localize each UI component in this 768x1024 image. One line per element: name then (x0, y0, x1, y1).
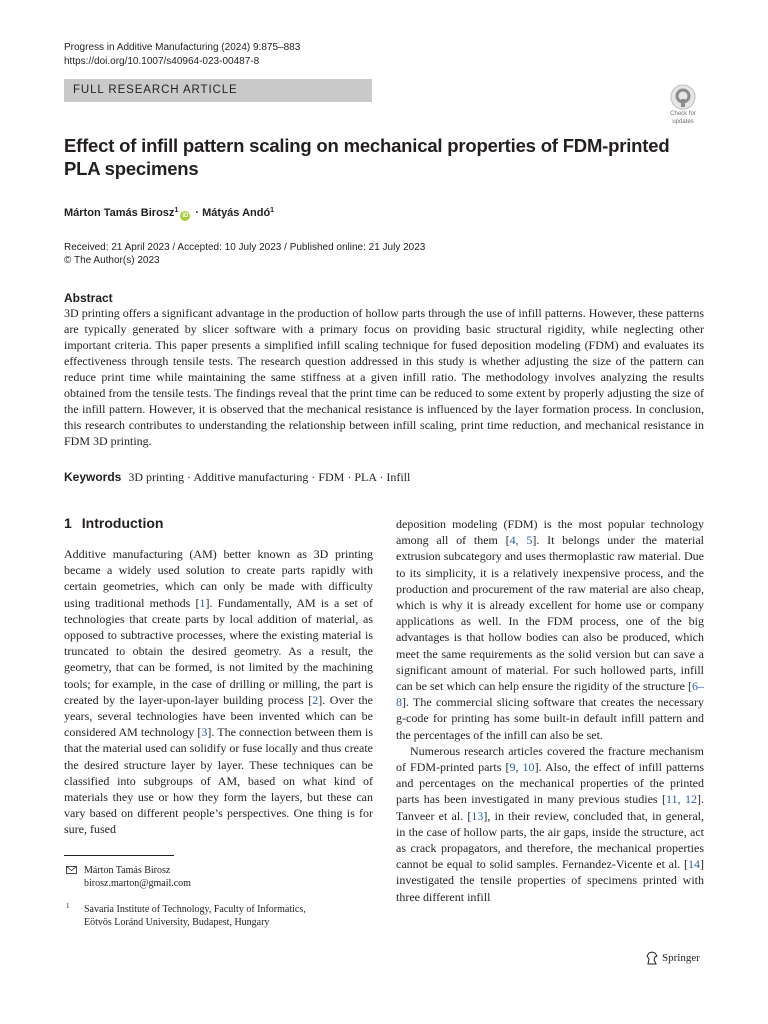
text-run: ]. Tanveer et al. [ (396, 792, 704, 823)
citation-link[interactable]: 1 (199, 595, 206, 610)
article-title (64, 134, 704, 180)
abstract-heading: Abstract (64, 291, 113, 305)
text-run: deposition modeling (FDM) is the most popular technology among all of them [ (396, 517, 704, 548)
title-line-1: Effect of infill pattern scaling on mechanical properties of FDM-printed (64, 135, 670, 156)
citation-link[interactable]: 4, 5 (509, 533, 533, 548)
envelope-icon (66, 866, 77, 874)
citation-link[interactable]: 3 (201, 725, 208, 740)
keywords (64, 469, 410, 485)
author-list (64, 204, 274, 221)
affiliation-line-2: Eötvös Loránd University, Budapest, Hungary (84, 917, 270, 928)
corresponding-author (84, 864, 191, 890)
abstract-text: 3D printing offers a significant advantage in the production of hollow parts through the use of infill patterns. However, these patterns are typically generated by slicer software with a primary focus on providing basic structural rigidity, while neglecting other important criteria. This paper presents a simplified infill scaling technique for fused deposition modeling (FDM) and evaluates its effectiveness through tensile tests. The research question addressed in this study is whether adjusting the size of the pattern can reduce print time while maintaining the same stiffness at a given infill ratio. The methodology involves analyzing the results obtained from the tensile tests. The findings reveal that the print time can be reduced to some extent by properly adjusting the size of the infill pattern. However, it is observed that the mechanical resistance is influenced by the layer formation process. In conclusion, this research contributes to understanding the relationship between infill scaling, print time reduction, and mechanical resistance in FDM 3D printing. (64, 306, 704, 448)
journal-citation: Progress in Additive Manufacturing (2024) 9:875–883 (64, 42, 301, 53)
dates-line: Received: 21 April 2023 / Accepted: 10 July 2023 / Published online: 21 July 2023 (64, 242, 426, 253)
citation-link[interactable]: 6–8 (396, 679, 704, 710)
text-run: ]. The connection between them is that the material used can solidify or fuse locally and thus create the desired structure layer by layer. These techniques can be classified into subgroups of AM, based on what kind of materials they use or how they form the layers, but these can vary based on different people’s perspectives. One thing is for sure, fused (64, 725, 374, 837)
affiliation (84, 903, 306, 929)
text-run: Additive manufacturing (AM) better known as 3D printing became a widely used solution to create parts rapidly with certain geometries, which can only be made with difficulty using traditional methods [ (64, 547, 373, 610)
citation-link[interactable]: 9, 10 (509, 760, 535, 775)
right-column (396, 516, 704, 905)
section-heading (64, 515, 163, 531)
citation-link[interactable]: 2 (312, 692, 319, 707)
author-2[interactable]: Mátyás Andó (202, 207, 271, 219)
author-1[interactable]: Márton Tamás Birosz (64, 207, 175, 219)
copyright-line: © The Author(s) 2023 (64, 255, 160, 266)
text-run: ] investigated the tensile properties of specimens printed with three different infill (396, 857, 704, 904)
orcid-icon[interactable]: iD (182, 213, 189, 219)
text-run: ]. It belongs under the material extrusion subcategory and uses thermoplastic raw material. Due to its simplicity, it is a relatively inexpensive process, and the production and procurement of the raw material are also cheap, which is why it is already excellent for home use or company applications as well. In the FDM process, one of the big advantages is that hollow bodies can also be produced, which meet the same requirements as the solid version but can save a significant amount of material. For such hollowed parts, infill can be set which can help ensure the rigidity of the structure [ (396, 533, 705, 694)
paragraph (396, 516, 704, 743)
paragraph (64, 546, 373, 838)
text-run: Numerous research articles covered the fracture mechanism of FDM-printed parts [ (396, 743, 704, 775)
springer-logo (646, 950, 700, 966)
citation-link[interactable]: 14 (688, 857, 700, 872)
text-run: ]. The commercial slicing software that creates the necessary g-code for printing has some built-in default infill pattern and the percentages of the infill can also be set. (396, 695, 704, 742)
publication-dates (64, 241, 425, 267)
doi-link[interactable]: https://doi.org/10.1007/s40964-023-00487-8 (64, 56, 260, 67)
paragraph (396, 743, 704, 905)
left-column (64, 546, 373, 838)
check-badge-line2: updates (672, 118, 694, 125)
springer-horse-icon (646, 951, 658, 965)
section-number: 1 (64, 515, 72, 531)
publisher-name: Springer (662, 952, 700, 964)
text-run: ]. Over the years, several technologies have been invented which can be considered AM technology [ (64, 692, 373, 740)
affiliation-line-1: Savaria Institute of Technology, Faculty of Informatics, (84, 904, 306, 915)
check-for-updates-badge[interactable] (664, 84, 702, 124)
text-run: ]. Fundamentally, AM is a set of technologies that create parts by local addition of material, as opposed to subtractive processes, where the existing material is truncated to obtain the desired geometry. As a result, the geometry, that can be formed, is not limited by the machining tools; for example, in the case of drilling or milling, the part is created by the layer-upon-layer building process [ (64, 595, 373, 707)
keywords-list: 3D printing · Additive manufacturing · FDM · PLA · Infill (128, 470, 411, 484)
author-separator: · (192, 207, 203, 219)
affiliation-number: 1 (66, 902, 70, 910)
keywords-heading: Keywords (64, 470, 122, 484)
text-run: ], in their review, concluded that, in general, in the case of hollow parts, the air gaps, inside the structure, act as crack propagators, and therefore, the mechanical properties cannot be equal to solid samples. Fernandez-Vicente et al. [ (396, 808, 704, 872)
corresponding-email[interactable]: birosz.marton@gmail.com (84, 878, 191, 889)
article-type-banner: FULL RESEARCH ARTICLE (64, 79, 372, 102)
check-for-updates-icon (670, 84, 696, 110)
check-badge-line1: Check for (670, 111, 696, 117)
section-title: Introduction (81, 515, 164, 531)
author-1-affil: 1 (174, 207, 179, 214)
citation-link[interactable]: 13 (471, 808, 484, 823)
text-run: ]. Also, the effect of infill patterns and percentages on the mechanical properties of the printed parts has been investigated in many previous studies [ (396, 760, 704, 807)
footnote-rule (64, 855, 174, 856)
title-line-2: PLA specimens (64, 158, 199, 179)
author-2-affil: 1 (270, 207, 275, 214)
citation-link[interactable]: 11, 12 (666, 792, 697, 807)
corresponding-name: Márton Tamás Birosz (84, 865, 171, 876)
